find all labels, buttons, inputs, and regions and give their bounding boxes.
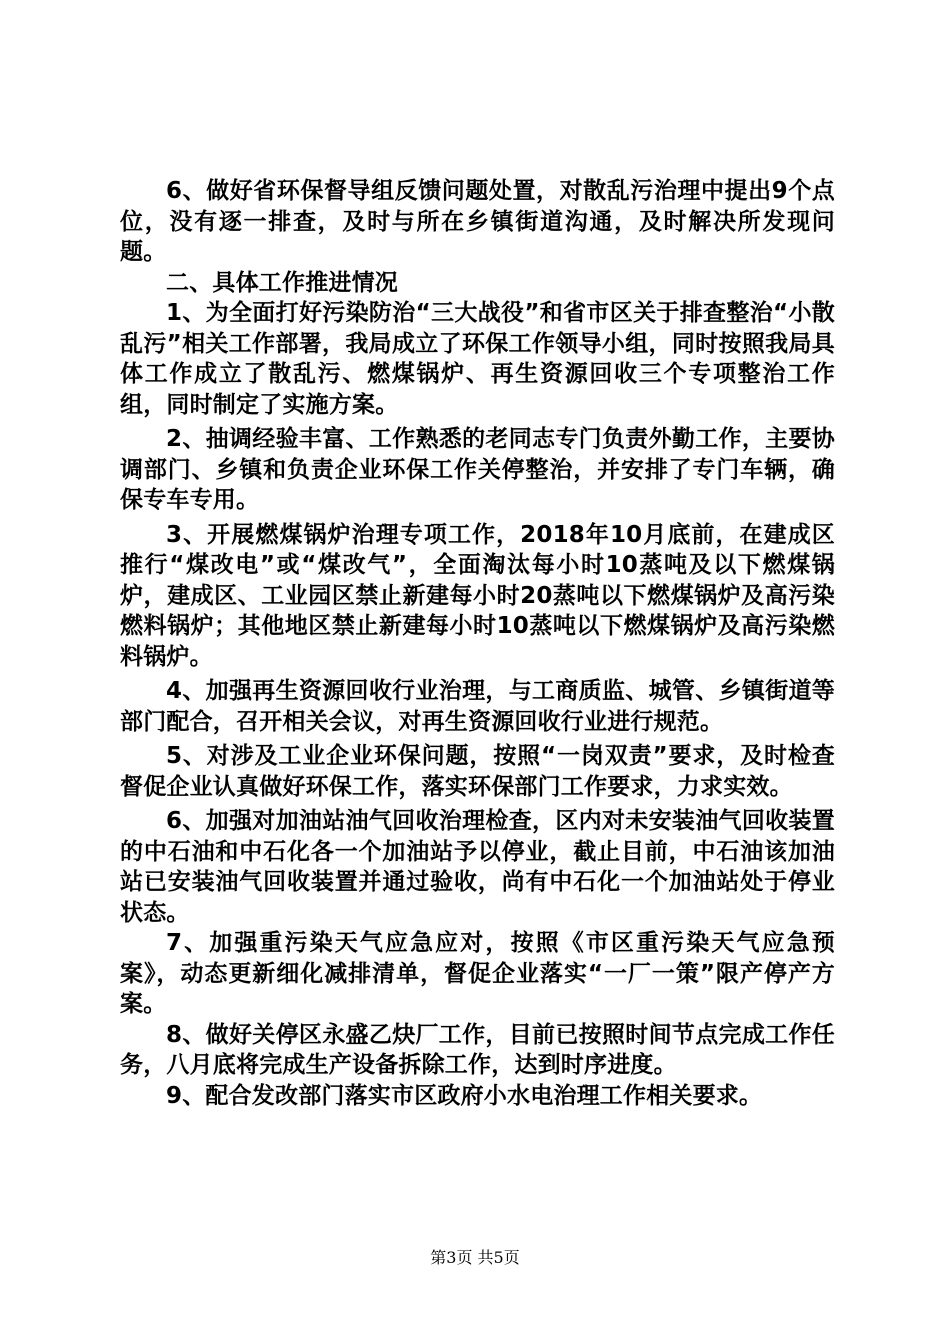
paragraph-6-gas-stations: 6、加强对加油站油气回收治理检查，区内对未安装油气回收装置的中石油和中石化各一个加油站予以停业，截止目前，中石油该加油站已安装油气回收装置并通过验收，尚有中石化一个加油站处于停业状态。 bbox=[120, 808, 835, 926]
document-body bbox=[120, 176, 835, 1111]
paragraph-4-recycling-industry: 4、加强再生资源回收行业治理，与工商质监、城管、乡镇街道等部门配合，召开相关会议，对再生资源回收行业进行规范。 bbox=[120, 678, 835, 735]
paragraph-7-heavy-pollution: 7、加强重污染天气应急应对，按照《市区重污染天气应急预案》，动态更新细化减排清单，督促企业落实“一厂一策”限产停产方案。 bbox=[120, 930, 835, 1017]
paragraph-8-acetylene-plant: 8、做好关停区永盛乙炔厂工作，目前已按照时间节点完成工作任务，八月底将完成生产设备拆除工作，达到时序进度。 bbox=[120, 1021, 835, 1078]
paragraph-1-leading-group: 1、为全面打好污染防治“三大战役”和省市区关于排查整治“小散乱污”相关工作部署，我局成立了环保工作领导小组，同时按照我局具体工作成立了散乱污、燃煤锅炉、再生资源回收三个专项整治工作组，同时制定了实施方案。 bbox=[120, 300, 835, 418]
paragraph-9-small-hydropower: 9、配合发改部门落实市区政府小水电治理工作相关要求。 bbox=[166, 1082, 763, 1109]
paragraph-3-coal-boilers: 3、开展燃煤锅炉治理专项工作，2018年10月底前，在建成区推行“煤改电”或“煤改气”，全面淘汰每小时10蒸吨及以下燃煤锅炉，建成区、工业园区禁止新建每小时20蒸吨以下燃煤锅炉及高污染燃料锅炉；其他地区禁止新建每小时10蒸吨以下燃煤锅炉及高污染燃料锅炉。 bbox=[120, 521, 835, 670]
paragraph-6-supervision-feedback: 6、做好省环保督导组反馈问题处置，对散乱污治理中提出9个点位，没有逐一排查，及时与所在乡镇街道沟通，及时解决所发现问题。 bbox=[120, 178, 835, 265]
paragraph-2-field-work: 2、抽调经验丰富、工作熟悉的老同志专门负责外勤工作，主要协调部门、乡镇和负责企业环保工作关停整治，并安排了专门车辆，确保专车专用。 bbox=[120, 426, 835, 513]
paragraph-5-industrial-enterprises: 5、对涉及工业企业环保问题，按照“一岗双责”要求，及时检查督促企业认真做好环保工作，落实环保部门工作要求，力求实效。 bbox=[120, 743, 835, 800]
section-heading-work-progress: 二、具体工作推进情况 bbox=[166, 269, 398, 296]
page-number-footer: 第3页 共5页 bbox=[430, 1248, 520, 1267]
